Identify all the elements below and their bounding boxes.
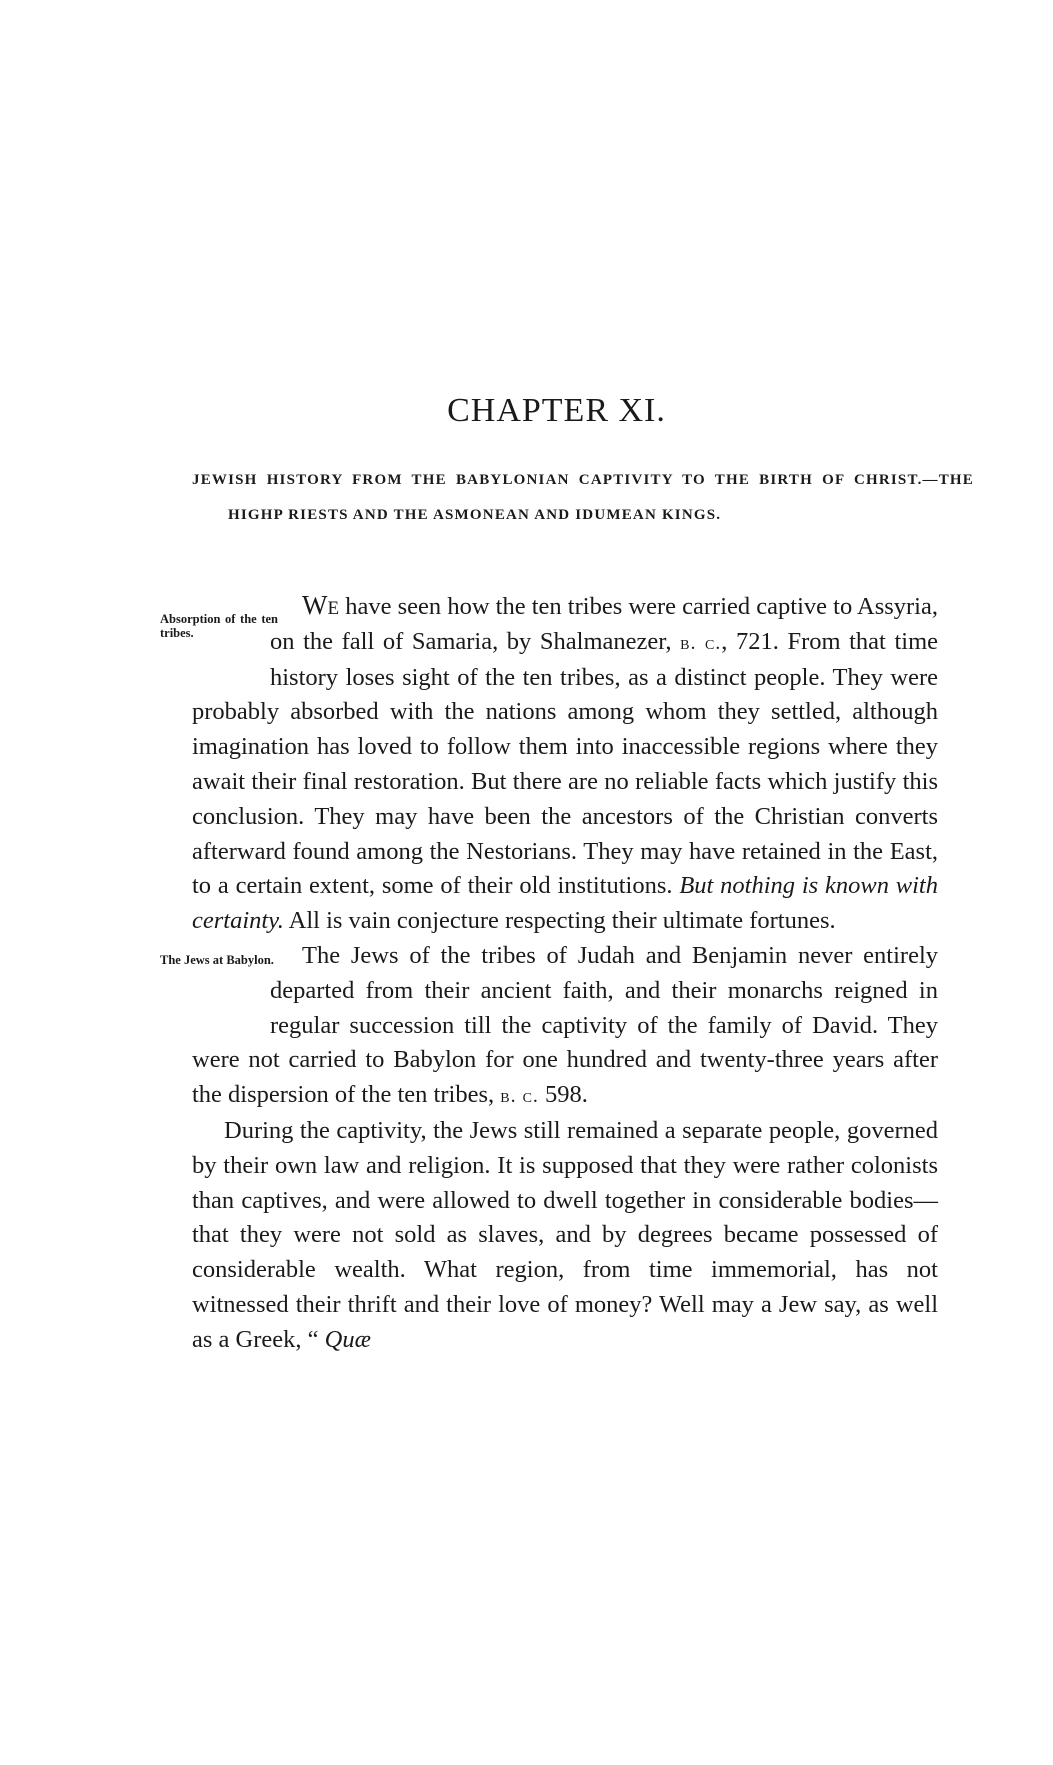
paragraph-1-text-a: have seen how the ten tribes were carried captive to Assyria, on the fall of Samaria, by Shalmanezer, xyxy=(270,593,938,655)
paragraph-2-text-b: 598. xyxy=(538,1081,588,1109)
paragraph-1-text-c: All is vain conjecture respecting their ultimate fortunes. xyxy=(283,907,836,935)
chapter-summary: JEWISH HISTORY FROM THE BABYLONIAN CAPTIVITY TO THE BIRTH OF CHRIST.—THE HIGHP RIESTS AND THE ASMONEAN AND IDUMEAN KINGS. xyxy=(192,472,974,523)
paragraph-3-text-a: During the captivity, the Jews still remained a separate people, governed by their own law and religion. It is supposed that they were rather colonists than captives, and were allowed to dwell together in considerable bodies—that they were not sold as slaves, and by degrees became possessed of considerable wealth. What region, from time immemorial, has not witnessed their thrift and their love of money? Well may a Jew say, as well as a Greek, “ xyxy=(192,1116,938,1353)
chapter-title: CHAPTER XI. xyxy=(447,392,666,429)
italic-phrase: But nothing is known with certainty. xyxy=(192,872,938,935)
paragraph-1-text-b: , 721. From that time history loses sight of the ten tribes, as a distinct people. They were probably absorbed with the nations among whom they settled, although imagination has loved to follow them into inaccessible regions where they await their final restoration. But there are no reliable facts which justify this conclusion. They may have been the ancestors of the Christian converts afterward found among the Nestorians. They may have retained in the East, to a certain extent, some of their old institutions. xyxy=(192,627,938,900)
paragraph-1 xyxy=(160,588,938,939)
italic-latin-word: Quæ xyxy=(324,1325,371,1353)
body-text xyxy=(160,588,938,1358)
era-abbrev: b. c. xyxy=(680,631,722,654)
paragraph-2 xyxy=(160,939,938,1114)
paragraph-2-text-a: The Jews of the tribes of Judah and Benjamin never entirely departed from their ancient faith, and their monarchs reigned in regular succession till the captivity of the family of David. They were not carried to Babylon for one hundred and twenty-three years after the dispersion of the ten tribes, xyxy=(192,941,938,1109)
margin-note-babylon: The Jews at Babylon. xyxy=(160,952,274,967)
margin-note-absorption: Absorption of the ten tribes. xyxy=(160,612,278,640)
era-abbrev: b. c. xyxy=(500,1085,539,1108)
lead-word: We xyxy=(302,590,340,620)
paragraph-3 xyxy=(192,1114,938,1358)
